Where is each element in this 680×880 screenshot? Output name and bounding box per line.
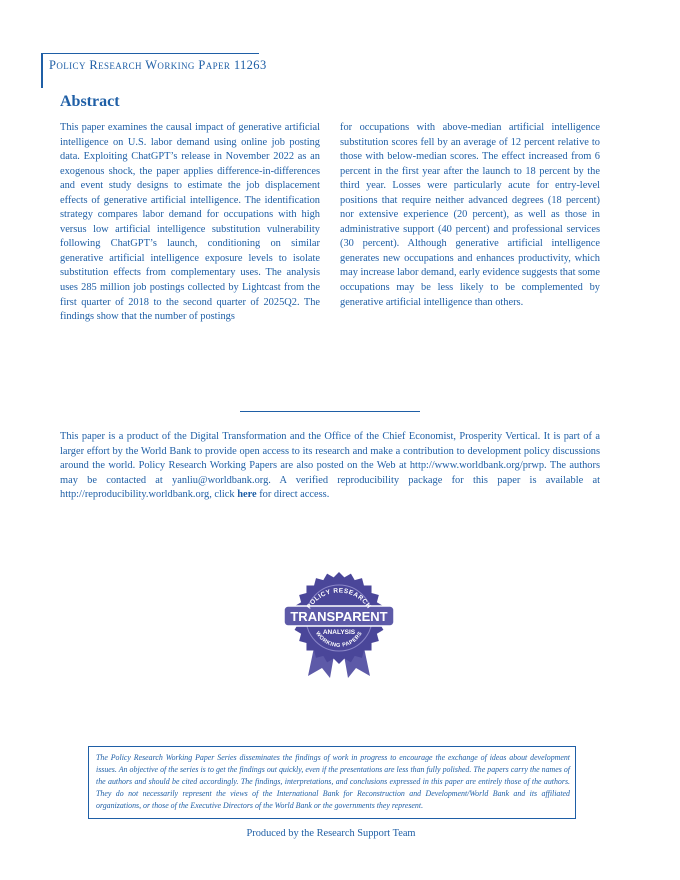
product-note-text: This paper is a product of the Digital Transformation and the Office of the Chief Economist, Prosperity Vertical. It is part of a larger effort by the World Bank to provide open access to its research and make a contribution to development policy discussions around the world. Policy Research Working Papers are also posted on the Web at http://www.worldbank.org/prwp. The authors may be contacted at yanliu@worldbank.org. A verified reproducibility package for this paper is available at http://reproducibility.worldbank.org, click (60, 431, 600, 501)
series-label: Policy Research Working Paper 11263 (49, 58, 267, 72)
product-note (60, 430, 600, 503)
badge-main-text: TRANSPARENT (290, 609, 388, 624)
badge-sub-text: ANALYSIS (322, 629, 356, 636)
badge-bottom-arc: WORKING PAPERS (314, 630, 364, 649)
series-header-box (41, 53, 267, 88)
produced-by: Produced by the Research Support Team (246, 828, 416, 839)
abstract-column-right: for occupations with above-median artificial intelligence substitution scores fell by an average of 12 percent relative to those with below-median scores. The effect increased from 6 percent in the first year after the launch to 18 percent by the third year. Losses were particularly acute for entry-level positions that require neither advanced degrees (18 percent) nor extensive experience (20 percent), as well as those in administrative support (40 percent) and professional services (30 percent). Although generative artificial intelligence generates new occupations and enhances productivity, which may increase labor demand, early evidence suggests that some occupations may be less likely to be complemented by generative artificial intelligence than others. (340, 122, 600, 308)
transparent-analysis-badge (280, 568, 398, 686)
reproducibility-link[interactable]: here (237, 489, 257, 501)
section-divider (240, 411, 420, 412)
product-note-tail: for direct access. (256, 489, 330, 501)
abstract-heading: Abstract (60, 93, 120, 110)
badge-top-arc: POLICY RESEARCH (305, 587, 373, 611)
disclaimer-text: The Policy Research Working Paper Series disseminates the findings of work in progress to encourage the exchange of ideas about development issues. An objective of the series is to get the findings out quickly, even if the presentations are less than fully polished. The papers carry the names of the authors and should be cited accordingly. The findings, interpretations, and conclusions expressed in this paper are entirely those of the authors. They do not necessarily represent the views of the International Bank for Reconstruction and Development/World Bank and its affiliated organizations, or those of the Executive Directors of the World Bank or the governments they represent. (96, 753, 570, 810)
disclaimer-box (88, 746, 576, 819)
abstract-column-left: This paper examines the causal impact of generative artificial intelligence on U.S. labor demand using online job posting data. Exploiting ChatGPT’s release in November 2022 as an exogenous shock, the paper applies difference-in-differences and event study designs to estimate the job displacement effects of generative artificial intelligence. The identification strategy compares labor demand for occupations with high versus low artificial intelligence substitution vulnerability following ChatGPT’s launch, conditioning on similar generative artificial intelligence exposure levels to isolate substitution effects from complementary uses. The analysis uses 285 million job postings collected by Lightcast from the first quarter of 2018 to the second quarter of 2025Q2. The findings show that the number of postings (60, 122, 320, 323)
